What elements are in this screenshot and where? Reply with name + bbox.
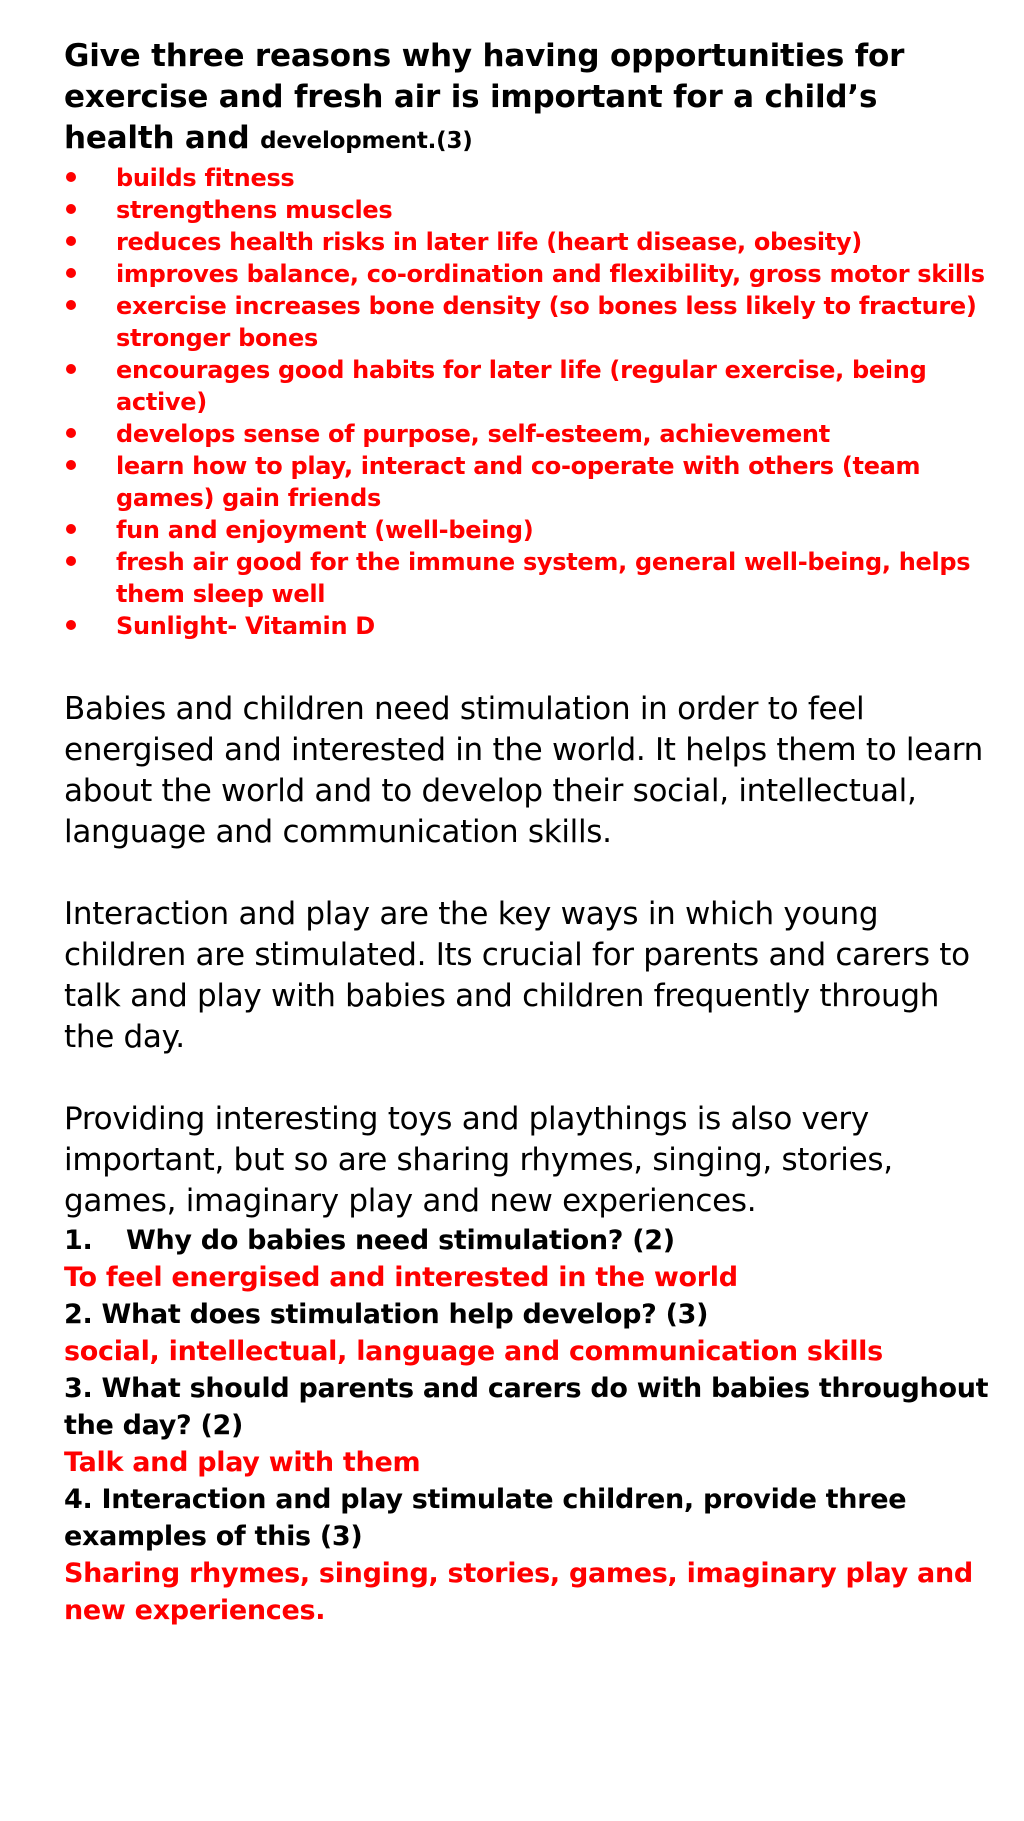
list-item (64, 450, 994, 514)
list-item (64, 290, 994, 354)
bullet-icon (66, 460, 76, 470)
bullet-icon (66, 524, 76, 534)
bullet-icon (66, 172, 76, 182)
bullet-icon (66, 428, 76, 438)
worksheet-page (64, 36, 994, 1629)
question-text: Why do babies need stimulation? (2) (126, 1225, 675, 1256)
answer-4: Sharing rhymes, singing, stories, games, imaginary play and new experiences. (64, 1558, 973, 1626)
question-title-marks: development.(3) (260, 128, 473, 154)
exercise-question-heading (64, 36, 994, 162)
answer-text: encourages good habits for later life (regular exercise, being active) (116, 356, 927, 416)
answer-text: fun and enjoyment (well-being) (116, 516, 534, 544)
answer-text: improves balance, co-ordination and flexibility, gross motor skills (116, 260, 985, 288)
question-number: 1. (64, 1225, 93, 1256)
bullet-icon (66, 556, 76, 566)
answer-text: reduces health risks in later life (heart disease, obesity) (116, 228, 862, 256)
bullet-icon (66, 236, 76, 246)
answer-text: builds fitness (116, 164, 295, 192)
list-item (64, 354, 994, 418)
list-item (64, 194, 994, 226)
answer-1: To feel energised and interested in the world (64, 1262, 738, 1293)
bullet-icon (66, 300, 76, 310)
answer-3: Talk and play with them (64, 1447, 421, 1478)
list-item (64, 514, 994, 546)
list-item (64, 226, 994, 258)
bullet-icon (66, 364, 76, 374)
list-item (64, 610, 994, 642)
passage-paragraph-2: Interaction and play are the key ways in which young children are stimulated. Its crucial for parents and carers to talk and play with babies and children frequently through the day. (64, 896, 970, 1055)
bullet-icon (66, 620, 76, 630)
list-item (64, 418, 994, 450)
answer-2: social, intellectual, language and communication skills (64, 1336, 883, 1367)
answer-text: develops sense of purpose, self-esteem, achievement (116, 420, 830, 448)
passage-paragraph-3: Providing interesting toys and playthings is also very important, but so are sharing rhymes, singing, stories, games, imaginary play and new experiences. (64, 1101, 893, 1219)
answer-text: exercise increases bone density (so bones less likely to fracture) stronger bones (116, 292, 977, 352)
list-item (64, 258, 994, 290)
bullet-icon (66, 268, 76, 278)
list-item (64, 162, 994, 194)
answer-text: strengthens muscles (116, 196, 393, 224)
answer-text: learn how to play, interact and co-operate with others (team games) gain friends (116, 452, 921, 512)
passage-paragraph-1: Babies and children need stimulation in order to feel energised and interested in the world. It helps them to learn about the world and to develop their social, intellectual, language and communication skills. (64, 691, 983, 850)
question-3: 3. What should parents and carers do with babies throughout the day? (2) (64, 1373, 989, 1441)
question-1 (64, 1222, 994, 1259)
answer-text: Sunlight- Vitamin D (116, 612, 375, 640)
question-4: 4. Interaction and play stimulate children, provide three examples of this (3) (64, 1484, 907, 1552)
question-title-main: Give three reasons why having opportunities for exercise and fresh air is important for a child’s health and (64, 38, 905, 156)
bullet-icon (66, 204, 76, 214)
exercise-answer-list (64, 162, 994, 642)
list-item (64, 546, 994, 610)
question-2: 2. What does stimulation help develop? (3) (64, 1299, 709, 1330)
answer-text: fresh air good for the immune system, general well-being, helps them sleep well (116, 548, 971, 608)
